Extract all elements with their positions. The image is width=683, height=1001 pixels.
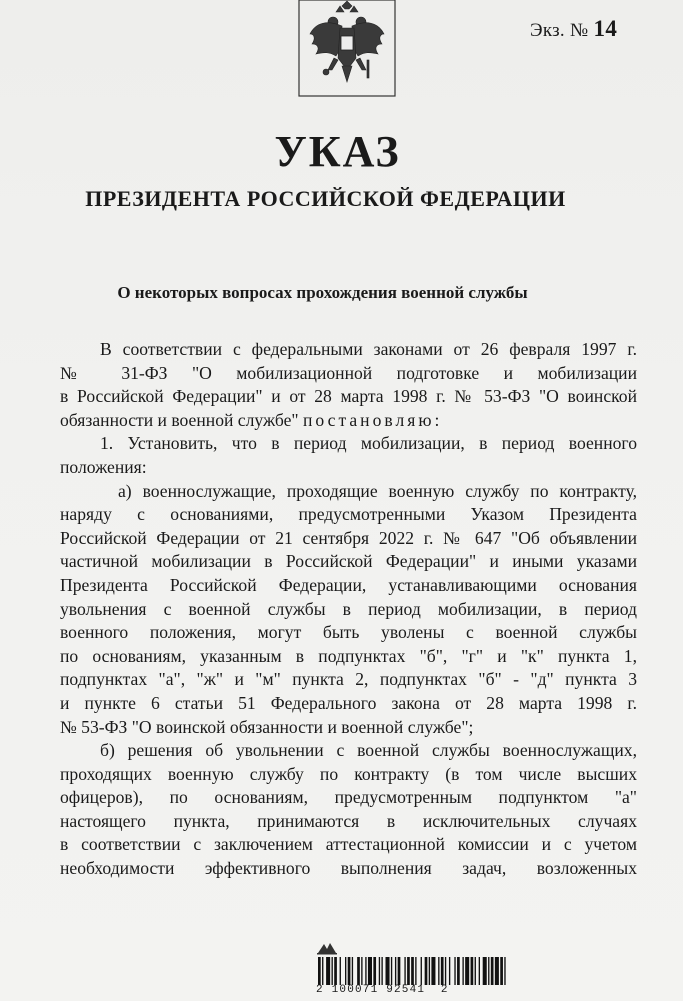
body-line: Российской Федерации от 21 сентября 2022 г. № 647 "Об объявлении [60,527,637,548]
body-line: офицеров), по основаниям, предусмотренным подпунктом "а" [60,787,637,808]
barcode-icon [318,957,614,985]
body-line-text: обязанности и военной службе" [60,409,299,430]
decree-word: постановляю: [303,409,443,430]
body-line: проходящих военную службу по контракту (в том числе высших [60,763,637,784]
body-line: положения: [60,456,147,477]
body-line: б) решения об увольнении с военной службы военнослужащих, [100,740,637,761]
body-line: наряду с основаниями, предусмотренными Указом Президента [60,504,637,525]
body-line: по основаниям, указанным в подпунктах "б", "г" и "к" пункта 1, [60,645,637,666]
printer-mark-icon [316,941,338,955]
document-body [60,338,637,881]
copy-label: Экз. № [530,20,589,41]
body-line: настоящего пункта, принимаются в исключительных случаях [60,810,637,831]
body-line: частичной мобилизации в Российской Федерации" и иными указами [60,551,637,572]
document-subtitle: ПРЕЗИДЕНТА РОССИЙСКОЙ ФЕДЕРАЦИИ [85,186,566,211]
body-line: и пункте 6 статьи 51 Федерального закона от 28 марта 1998 г. [60,692,637,713]
body-line: военного положения, могут быть уволены с военной службы [60,622,637,643]
document-title: УКАЗ [274,127,401,176]
body-line: подпунктах "а", "ж" и "м" пункта 2, подпунктах "б" - "д" пункта 3 [60,669,637,690]
body-line: Президента Российской Федерации, устанавливающими основания [60,574,637,595]
double-headed-eagle-icon [298,0,396,98]
body-line: 1. Установить, что в период мобилизации, в период военного [100,433,637,454]
document-heading: О некоторых вопросах прохождения военной службы [117,283,528,302]
body-line: № 31-ФЗ "О мобилизационной подготовке и мобилизации [60,362,637,383]
body-line: В соответствии с федеральными законами от 26 февраля 1997 г. [100,339,637,359]
body-line: № 53-ФЗ "О воинской обязанности и военной службе"; [60,716,474,737]
copy-number-value: 14 [593,16,618,41]
body-line: в соответствии с заключением аттестационной комиссии и с учетом [60,834,637,855]
body-line: необходимости эффективного выполнения задач, возложенных [60,858,637,879]
body-line [60,409,637,433]
body-line: а) военнослужащие, проходящие военную службу по контракту, [118,480,637,501]
body-line: в Российской Федерации" и от 28 марта 1998 г. № 53-ФЗ "О воинской [60,386,637,407]
body-line: увольнения с военной службы в период мобилизации, в период [60,598,637,619]
barcode-number: 2 100071 92541 2 [316,984,449,996]
copy-number [530,16,617,42]
